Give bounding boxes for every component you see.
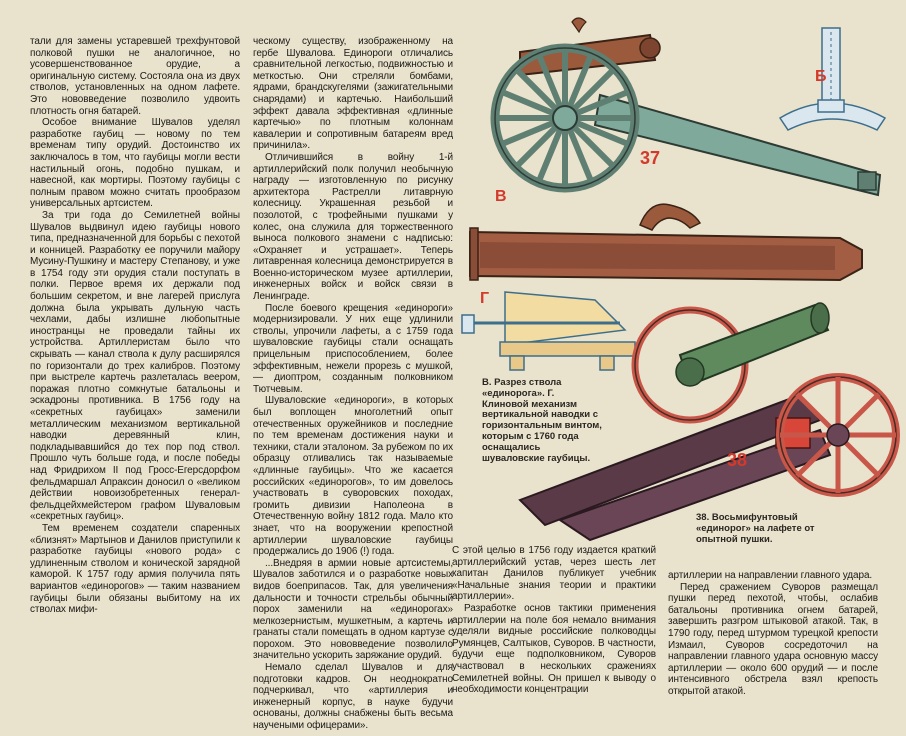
paragraph: С этой целью в 1756 году издается краткий артиллерийский устав, через шесть лет капитан Данилов публикует учебник «Начальные знания теории и практики артиллерии». bbox=[452, 545, 656, 603]
figure-label-b: Б bbox=[815, 68, 827, 85]
caption-figures-v-g: В. Разрез ствола «единорога». Г. Клиновой механизм вертикальной наводки с горизонтальным винтом, которым с 1760 года оснащались шуваловские гаубицы. bbox=[482, 377, 602, 464]
paragraph: тали для замены устаревшей трехфунтовой полковой пушки не аналогичное, но усовершенствованное орудие, а оригинальную систему. Состояла она из двух стволов, установленных на одном лафете. Это нововведение позволило удвоить плотность огня батарей. bbox=[30, 36, 240, 117]
paragraph: Отличившийся в войну 1-й артиллерийский полк получил необычную награду — изготовленную по рисунку архитектора Растрелли литаврную колесницу. Украшенная резьбой и позолотой, с трофейными пушками у колес, она служила для торжественного выноса полкового знамени с надписью: «Охраняет и устрашает». Теперь литавренная колесница демонстрируется в Военно-историческом музее артиллерии, инженерных войск и войск связи в Ленинграде. bbox=[253, 151, 453, 303]
paragraph: Разработке основ тактики применения артиллерии на поле боя немало внимания уделяли видные российские полководцы Румянцев, Салтыков, Суворов. В частности, будучи еще подполковником, Суворов участвовал в нескольких сражениях Семилетней войны. Он пришел к выводу о необходимости концентрации bbox=[452, 602, 656, 696]
paragraph: Шуваловские «единороги», в которых был воплощен многолетний опыт отечественных оружейников и последние по тем временам достижения науки и техники, стали эталоном. За рубежом по их образцу отливались так называемые «длинные гаубицы». Что же касается российских «единорогов», то им довелось участвовать в суворовских походах, громить дивизии Наполеона в Отечественную войну 1812 года. Мало кто знает, что на вооружении крепостной артиллерии шуваловские гаубицы продержались до 1906 (!) года. bbox=[253, 395, 453, 558]
paragraph: ческому существу, изображенному на гербе Шувалова. Единороги отличались сравнительной легкостью, подвижностью и меткостью. Они стреляли бомбами, ядрами, брандскугелями (зажигательными снарядами) и картечью. Наибольший эффект давала эффективная «длинные картечью» по плотным колоннам кавалерии и сопротивным батареям вред причинила». bbox=[253, 36, 453, 152]
figure-label-37: 37 bbox=[640, 148, 661, 168]
paragraph: Перед сражением Суворов размещал пушки перед пехотой, чтобы, ослабив батальоны противника огнем батарей, завершить разгром штыковой атакой. Так, в 1790 году, перед штурмом турецкой крепости Измаил, Суворов сосредоточил на направлении главного удара основную массу артиллерии — около 600 орудий — и после интенсивного обстрела взял крепость открытой атакой. bbox=[668, 581, 878, 697]
paragraph: Тем временем создатели спаренных «близнят» Мартынов и Данилов приступили к разработке гаубицы «нового рода» с удлиненным стволом и конической зарядной каморой. К 1757 году армия получила пять вариантов «единорогов» — таким названием гаубицы были обязаны выбитому на их стволах мифи- bbox=[30, 522, 240, 616]
figure-label-38: 38 bbox=[727, 450, 748, 470]
text-column-3 bbox=[452, 545, 656, 735]
figure-v-barrel-cutaway-illustration bbox=[470, 204, 862, 280]
figure-label-v: В bbox=[495, 188, 507, 205]
paragraph: После боевого крещения «единороги» модернизировали. У них еще удлинили стволы, упрочили лафеты, а с 1759 года шуваловские гаубицы стали оснащать прицельным приспособлением, более эффективным, нежели прорезь с мушкой, — диоптром, созданным полковником Тютчевым. bbox=[253, 302, 453, 395]
paragraph: Особое внимание Шувалов уделял разработке гаубиц — новому по тем временам типу орудий. Достоинство их заключалось в том, что гаубицы могли вести настильный огонь, подобно пушкам, и навесной, как мортиры. Поэтому гаубицы с полным правом можно считать прообразом универсальных артсистем. bbox=[30, 117, 240, 210]
paragraph: Немало сделал Шувалов и для подготовки кадров. Он неоднократно подчеркивал, что «артиллерия и инженерный корпус, в науке будучи основаны, должны снабжены быть весьма научеными офицерами». bbox=[253, 662, 453, 732]
paragraph: артиллерии на направлении главного удара. bbox=[668, 570, 873, 581]
text-column-4 bbox=[668, 570, 878, 730]
figure-label-g: Г bbox=[480, 290, 490, 307]
caption-figure-38: 38. Восьмифунтовый «единорог» на лафете от опытной пушки. bbox=[696, 512, 815, 545]
figure-b-sight-illustration bbox=[780, 28, 885, 130]
paragraph: ...Внедряя в армии новые артсистемы, Шувалов заботился и о разработке новых видов боеприпасов. Так, для увеличения дальности и точности стрельбы обычный порох заменили на «единорогах» мелкозернистым, мушкетным, а картечь и гранаты стали помещать в одном картузе с порохом. Это нововведение позволило значительно ускорить заряжание орудий. bbox=[253, 557, 453, 662]
paragraph: За три года до Семилетней войны Шувалов выдвинул идею гаубицы нового типа, предназначенной для борьбы с пехотой и конницей. Разработку ее поручили майору Мусину-Пушкину и мастеру Степанову, и уже в 1754 году эти орудия стали поступать в полки. Первое время их держали под большим секретом, и вне лагерей прислуга должна была укрывать дульную часть чехлами, дабы излишне любопытные иностранцы не проведали тайны их устройства. Артиллеристам было что скрывать — канал ствола к дулу расширялся по горизонтали до трех калибров. Поэтому при выстреле картечь разлеталась веером, поражая плотно сомкнутые батальоны и эскадроны противника. В 1756 году на «секретных гаубицах» заменили металлическим механизмом вертикальной наводки деревянный клин, подкладывавшийся до тех пор под ствол. Прошло чуть больше года, и после победы над Фридрихом II под Гросс-Егерсдорфом фельдмаршал Апраксин доносил о «великом действии новоизобретенных генерал-фельдцейхмейстером графом Шуваловым «секретных гаубиц». bbox=[30, 209, 240, 523]
